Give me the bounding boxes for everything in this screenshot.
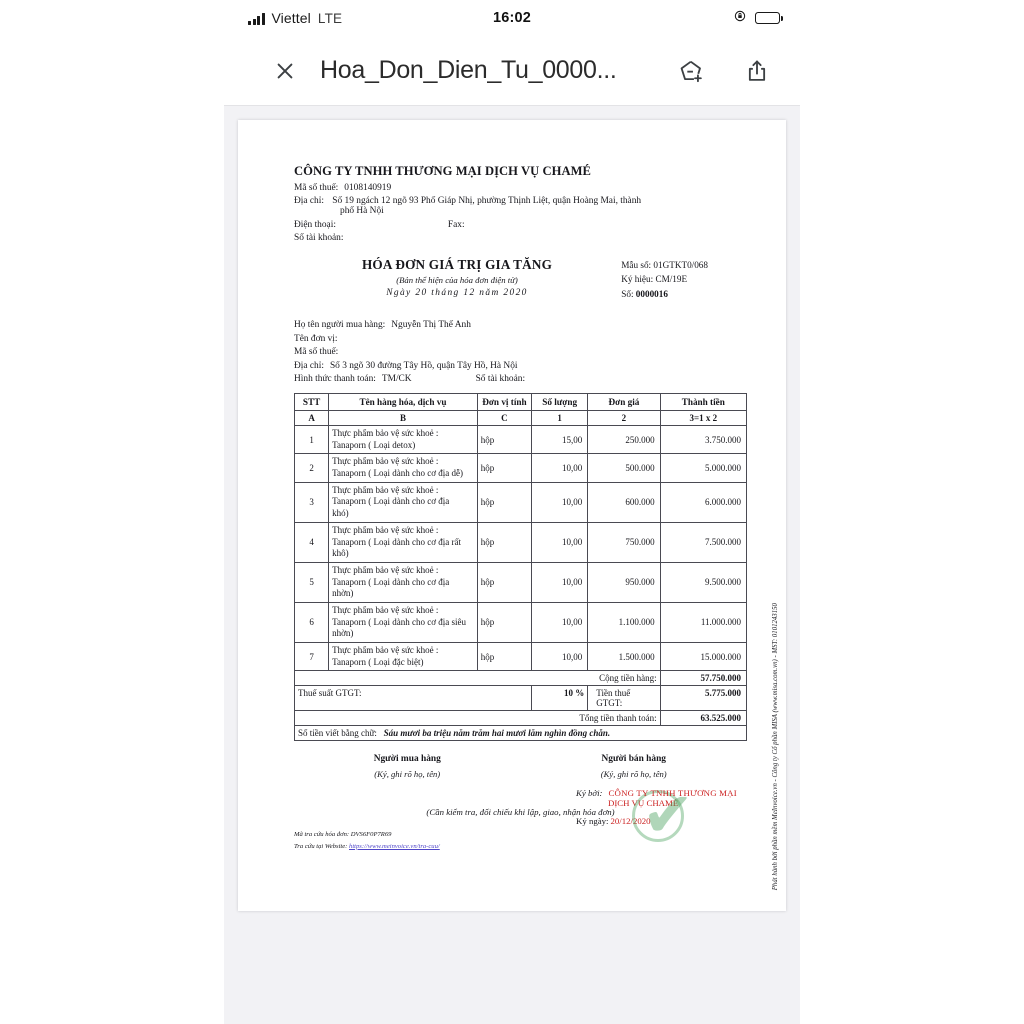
row-price: 600.000 bbox=[588, 482, 660, 522]
payment-method-value: TM/CK bbox=[381, 374, 412, 384]
seller-phone-row bbox=[294, 220, 760, 230]
buyer-tax-label: Mã số thuế: bbox=[294, 347, 339, 357]
buyer-address-value: Số 3 ngõ 30 đường Tây Hồ, quận Tây Hồ, Hà Nội bbox=[329, 360, 518, 371]
row-amount: 5.000.000 bbox=[660, 454, 746, 482]
vat-rate-value: 10 % bbox=[532, 686, 588, 711]
row-name-line3: nhờn) bbox=[332, 628, 354, 639]
vat-rate-label: Thuế suất GTGT: bbox=[295, 686, 532, 711]
row-unit: hộp bbox=[477, 454, 531, 482]
file-name-title: Hoa_Don_Dien_Tu_0000... bbox=[320, 56, 617, 84]
row-qty: 10,00 bbox=[532, 602, 588, 642]
add-to-drive-icon[interactable] bbox=[676, 56, 706, 86]
row-name-line2: Tanaporn ( Loại dành cho cơ địa siêu bbox=[332, 616, 466, 627]
row-name-line1: Thực phẩm bảo vệ sức khoẻ : bbox=[332, 428, 439, 438]
table-row bbox=[295, 602, 747, 642]
table-subheader-row bbox=[295, 411, 747, 426]
row-name bbox=[329, 482, 478, 522]
row-unit: hộp bbox=[477, 643, 531, 671]
row-stt: 3 bbox=[295, 482, 329, 522]
subtotal-value: 57.750.000 bbox=[660, 671, 746, 686]
row-qty: 10,00 bbox=[532, 643, 588, 671]
total-label: Tổng tiền thanh toán: bbox=[295, 711, 661, 726]
col-code-2: 2 bbox=[588, 411, 660, 426]
invoice-content bbox=[238, 120, 786, 911]
row-unit: hộp bbox=[477, 522, 531, 562]
table-row bbox=[295, 643, 747, 671]
table-header-row bbox=[295, 394, 747, 411]
seller-tax-row bbox=[294, 183, 760, 193]
row-name-line1: Thực phẩm bảo vệ sức khoẻ : bbox=[332, 524, 439, 535]
seller-address-line1: Số 19 ngách 12 ngõ 93 Phố Giáp Nhị, phường Thịnh Liệt, quận Hoàng Mai, thành bbox=[332, 196, 642, 206]
table-row bbox=[295, 522, 747, 562]
row-unit: hộp bbox=[477, 562, 531, 602]
seller-tax-value: 0108140919 bbox=[344, 182, 392, 193]
col-header-name: Tên hàng hóa, dịch vụ bbox=[329, 394, 478, 411]
row-unit: hộp bbox=[477, 426, 531, 454]
invoice-line-items-table bbox=[294, 393, 747, 741]
serial-value: CM/19E bbox=[655, 274, 688, 285]
row-qty: 10,00 bbox=[532, 522, 588, 562]
row-name bbox=[329, 454, 478, 482]
col-code-a: A bbox=[295, 411, 329, 426]
buyer-account-label: Số tài khoản: bbox=[475, 374, 526, 384]
seller-signature bbox=[521, 754, 748, 779]
lookup-website-label: Tra cứu tại Website: bbox=[294, 842, 348, 850]
number-row bbox=[621, 287, 708, 301]
row-price: 750.000 bbox=[588, 522, 660, 562]
number-label: Số: bbox=[621, 288, 634, 299]
buyer-person-value: Nguyễn Thị Thế Anh bbox=[391, 320, 471, 330]
network-type-label: LTE bbox=[317, 10, 343, 26]
vat-row bbox=[295, 686, 747, 711]
clock-label: 16:02 bbox=[492, 10, 532, 26]
table-row bbox=[295, 562, 747, 602]
row-name bbox=[329, 522, 478, 562]
status-bar-right bbox=[733, 9, 780, 28]
invoice-note: (Cần kiểm tra, đối chiếu khi lập, giao, nhận hóa đơn) bbox=[426, 807, 615, 818]
row-stt: 1 bbox=[295, 426, 329, 454]
number-value: 0000016 bbox=[635, 288, 668, 299]
signed-by-line2: DỊCH VỤ CHAMÉ bbox=[608, 798, 679, 808]
share-icon[interactable] bbox=[742, 56, 772, 86]
phone-viewport bbox=[224, 0, 800, 1024]
signed-date-label: Ký ngày: bbox=[576, 816, 609, 826]
buyer-signature-title: Người mua hàng bbox=[373, 754, 441, 765]
invoice-date-line: Ngày 20 tháng 12 năm 2020 bbox=[386, 288, 528, 298]
row-qty: 10,00 bbox=[532, 454, 588, 482]
form-row bbox=[621, 258, 708, 272]
row-name bbox=[329, 562, 478, 602]
buyer-company-label: Tên đơn vị: bbox=[294, 333, 338, 344]
amount-in-words-value: Sáu mươi ba triệu năm trăm hai mươi lăm nghìn đồng chẵn. bbox=[383, 728, 611, 739]
row-amount: 3.750.000 bbox=[660, 426, 746, 454]
col-header-amount: Thành tiền bbox=[660, 394, 746, 411]
invoice-meta-block bbox=[621, 258, 708, 301]
lookup-website-link[interactable]: https://www.meinvoice.vn/tra-cuu/ bbox=[349, 842, 440, 850]
seller-fax-label: Fax: bbox=[447, 219, 465, 230]
subtotal-label: Cộng tiền hàng: bbox=[295, 671, 661, 686]
col-code-c: C bbox=[477, 411, 531, 426]
total-row bbox=[295, 711, 747, 726]
buyer-address-row bbox=[294, 361, 760, 371]
col-code-3: 3=1 x 2 bbox=[660, 411, 746, 426]
vat-label: Tiền thuế GTGT: bbox=[588, 686, 660, 711]
table-row bbox=[295, 426, 747, 454]
row-amount: 11.000.000 bbox=[660, 602, 746, 642]
rotation-lock-icon bbox=[733, 9, 747, 28]
payment-method-label: Hình thức thanh toán: bbox=[294, 374, 376, 384]
invoice-page bbox=[238, 120, 786, 911]
close-button[interactable] bbox=[270, 56, 300, 86]
row-name-line3: nhờn) bbox=[332, 588, 354, 599]
col-header-qty: Số lượng bbox=[532, 394, 588, 411]
seller-address-line1-row bbox=[294, 196, 760, 206]
col-header-unit: Đơn vị tính bbox=[477, 394, 531, 411]
table-row bbox=[295, 454, 747, 482]
row-unit: hộp bbox=[477, 482, 531, 522]
page-title: HÓA ĐƠN GIÁ TRỊ GIA TĂNG bbox=[361, 257, 553, 272]
buyer-company-row bbox=[294, 334, 760, 344]
row-qty: 15,00 bbox=[532, 426, 588, 454]
row-name-line1: Thực phẩm bảo vệ sức khoẻ : bbox=[332, 645, 439, 655]
row-stt: 6 bbox=[295, 602, 329, 642]
toolbar-actions bbox=[676, 56, 772, 86]
row-qty: 10,00 bbox=[532, 482, 588, 522]
seller-address-label: Địa chỉ: bbox=[294, 196, 324, 206]
col-header-stt: STT bbox=[295, 394, 329, 411]
row-name-line2: Tanaporn ( Loại detox) bbox=[332, 439, 416, 450]
signature-block bbox=[294, 754, 747, 779]
seller-company-name: CÔNG TY TNHH THƯƠNG MẠI DỊCH VỤ CHAMÉ bbox=[294, 164, 592, 178]
lookup-code-label: Mã tra cứu hóa đơn: bbox=[294, 831, 350, 839]
row-price: 1.100.000 bbox=[588, 602, 660, 642]
issuer-vertical-text: Phát hành bởi phần mềm MeInvoice.vn - Công ty Cổ phần MISA (www.misa.com.vn) - MST: 0101243150 bbox=[772, 603, 779, 891]
row-name bbox=[329, 426, 478, 454]
buyer-payment-row bbox=[294, 374, 760, 384]
row-price: 500.000 bbox=[588, 454, 660, 482]
row-name-line3: khó) bbox=[332, 508, 349, 519]
row-stt: 7 bbox=[295, 643, 329, 671]
table-body bbox=[295, 426, 747, 741]
vat-value: 5.775.000 bbox=[660, 686, 746, 711]
lookup-code-value: DVS6F0P7R69 bbox=[350, 831, 392, 839]
serial-label: Ký hiệu: bbox=[621, 274, 654, 285]
row-price: 1.500.000 bbox=[588, 643, 660, 671]
row-stt: 2 bbox=[295, 454, 329, 482]
buyer-person-row bbox=[294, 320, 760, 330]
form-value: 01GTKT0/068 bbox=[653, 260, 708, 270]
subtotal-row bbox=[295, 671, 747, 686]
buyer-tax-row bbox=[294, 347, 760, 357]
seller-signature-sub: (Ký, ghi rõ họ, tên) bbox=[600, 769, 667, 780]
status-bar bbox=[224, 0, 800, 36]
col-header-price: Đơn giá bbox=[588, 394, 660, 411]
col-code-1: 1 bbox=[532, 411, 588, 426]
invoice-title-block bbox=[294, 257, 760, 313]
amount-in-words-label: Số tiền viết bằng chữ: bbox=[298, 728, 377, 739]
row-name-line1: Thực phẩm bảo vệ sức khoẻ : bbox=[332, 564, 439, 575]
file-viewer-toolbar bbox=[224, 36, 800, 106]
signed-by-value: CÔNG TY TNHH THƯƠNG MẠI bbox=[608, 788, 737, 798]
buyer-info-block bbox=[294, 320, 760, 384]
seller-signature-title: Người bán hàng bbox=[601, 754, 666, 765]
row-amount: 7.500.000 bbox=[660, 522, 746, 562]
row-name bbox=[329, 602, 478, 642]
invoice-subtitle: (Bản thể hiện của hóa đơn điện tử) bbox=[396, 275, 518, 285]
row-name-line2: Tanaporn ( Loại dành cho cơ địa rất bbox=[332, 536, 461, 547]
row-qty: 10,00 bbox=[532, 562, 588, 602]
buyer-person-label: Họ tên người mua hàng: bbox=[294, 320, 386, 330]
buyer-signature bbox=[294, 754, 521, 779]
row-name-line1: Thực phẩm bảo vệ sức khoẻ : bbox=[332, 604, 439, 615]
row-name-line1: Thực phẩm bảo vệ sức khoẻ : bbox=[332, 484, 439, 495]
form-label: Mẫu số: bbox=[621, 260, 652, 270]
document-scroll-area[interactable] bbox=[224, 106, 800, 1024]
signed-date-value: 20/12/2020 bbox=[610, 816, 651, 826]
seller-phone-label: Điện thoại: bbox=[294, 219, 336, 230]
col-code-b: B bbox=[329, 411, 478, 426]
row-stt: 4 bbox=[295, 522, 329, 562]
signed-by-label: Ký bởi: bbox=[576, 788, 603, 798]
amount-in-words-cell bbox=[295, 726, 747, 741]
total-value: 63.525.000 bbox=[660, 711, 746, 726]
buyer-signature-sub: (Ký, ghi rõ họ, tên) bbox=[374, 769, 441, 780]
battery-icon bbox=[755, 12, 780, 25]
table-row bbox=[295, 482, 747, 522]
seller-account-row bbox=[294, 233, 760, 243]
seller-tax-label: Mã số thuế: bbox=[294, 182, 339, 193]
serial-row bbox=[621, 272, 708, 286]
seller-account-label: Số tài khoản: bbox=[294, 233, 344, 243]
seller-address-line2: phố Hà Nội bbox=[340, 206, 384, 216]
seller-address-block bbox=[294, 196, 760, 216]
amount-in-words-row bbox=[295, 726, 747, 741]
buyer-address-label: Địa chỉ: bbox=[294, 360, 324, 371]
row-amount: 15.000.000 bbox=[660, 643, 746, 671]
row-name-line2: Tanaporn ( Loại đặc biệt) bbox=[332, 656, 424, 667]
row-amount: 6.000.000 bbox=[660, 482, 746, 522]
row-price: 250.000 bbox=[588, 426, 660, 454]
row-name bbox=[329, 643, 478, 671]
carrier-label: Viettel bbox=[271, 10, 311, 26]
signed-by-row bbox=[576, 788, 800, 798]
row-name-line2: Tanaporn ( Loại dành cho cơ địa bbox=[332, 496, 450, 507]
row-amount: 9.500.000 bbox=[660, 562, 746, 602]
row-name-line2: Tanaporn ( Loại dành cho cơ địa bbox=[332, 576, 450, 587]
digital-signature-stamp bbox=[576, 788, 800, 858]
row-stt: 5 bbox=[295, 562, 329, 602]
row-price: 950.000 bbox=[588, 562, 660, 602]
row-name-line2: Tanaporn ( Loại dành cho cơ địa dễ) bbox=[332, 468, 463, 479]
row-name-line3: khô) bbox=[332, 548, 349, 559]
row-unit: hộp bbox=[477, 602, 531, 642]
row-name-line1: Thực phẩm bảo vệ sức khoẻ : bbox=[332, 456, 439, 467]
